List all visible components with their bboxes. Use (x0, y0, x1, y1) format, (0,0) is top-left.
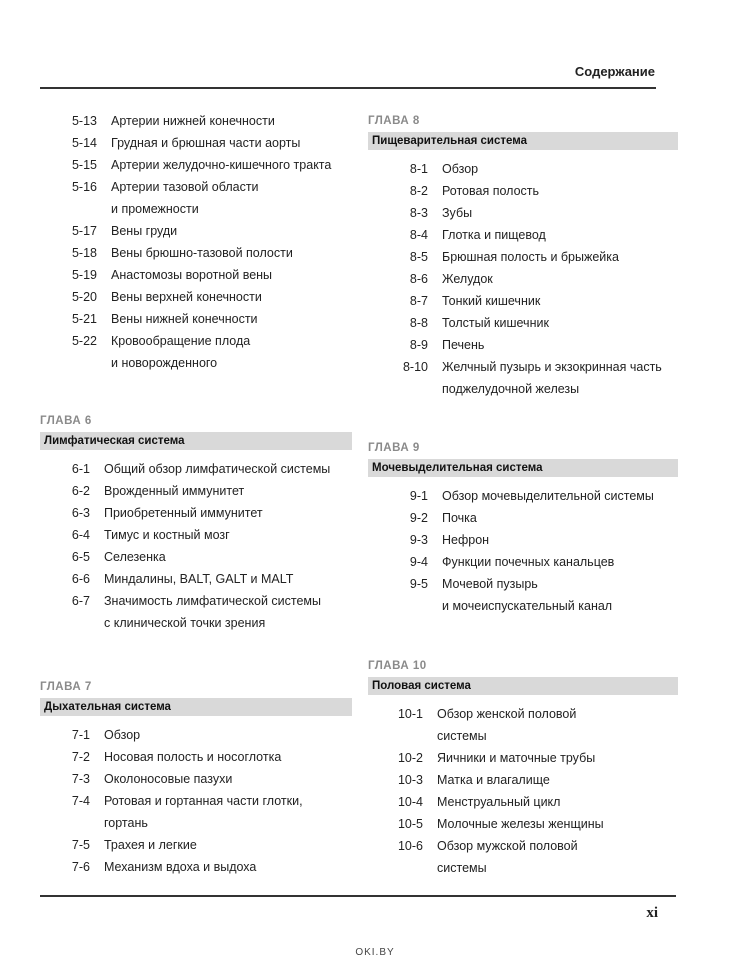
toc-entry (40, 176, 352, 220)
toc-entry-title (104, 524, 230, 546)
toc-entry (40, 746, 352, 768)
chapter-5-continued (40, 110, 352, 374)
toc-entry-title (442, 290, 540, 312)
chapter-label: ГЛАВА 7 (40, 681, 92, 693)
toc-entry (40, 590, 352, 634)
toc-entry-title (111, 176, 259, 220)
toc-entry (40, 458, 352, 480)
chapter-label: ГЛАВА 9 (368, 442, 420, 454)
toc-entry (40, 480, 352, 502)
chapter-title: Пищеварительная система (368, 132, 678, 150)
chapter-title: Лимфатическая система (40, 432, 352, 450)
toc-entry (368, 813, 678, 835)
toc-entry (40, 154, 352, 176)
toc-entry (40, 242, 352, 264)
toc-entry-number: 7-2 (71, 750, 90, 764)
toc-entry-title-line: Матка и влагалище (437, 773, 550, 787)
toc-entry-title-line: и новорожденного (111, 356, 218, 370)
toc-entry-title (111, 330, 250, 374)
toc-entry-title-line: Брюшная полость и брыжейка (442, 250, 619, 264)
toc-entry (368, 747, 678, 769)
toc-entry (368, 356, 678, 400)
toc-entry (368, 158, 678, 180)
chapter-title: Половая система (368, 677, 678, 695)
toc-entry-title (104, 746, 281, 768)
toc-entry-title (111, 110, 275, 132)
toc-entry-number: 10-4 (397, 795, 423, 809)
chapter-6 (40, 412, 352, 634)
toc-entry (368, 551, 678, 573)
toc-list (368, 158, 678, 400)
toc-entry (368, 703, 678, 747)
toc-entry-number: 10-1 (397, 707, 423, 721)
toc-entry-title (104, 834, 197, 856)
toc-entry-title (442, 551, 614, 573)
toc-entry-number: 8-8 (409, 316, 428, 330)
toc-entry (368, 202, 678, 224)
toc-entry-title-line: Обзор (442, 162, 479, 176)
toc-entry-title (111, 308, 258, 330)
toc-entry-title-line: Функции почечных канальцев (442, 555, 615, 569)
toc-entry-number: 5-20 (71, 290, 97, 304)
toc-entry-title-line: и мочеиспускательный канал (442, 599, 613, 613)
toc-entry-title (442, 224, 546, 246)
toc-entry-number: 9-5 (409, 577, 428, 591)
toc-entry-number: 5-14 (71, 136, 97, 150)
toc-entry-title-line: Яичники и маточные трубы (437, 751, 596, 765)
toc-entry-title-line: Артерии желудочно-кишечного тракта (111, 158, 332, 172)
toc-entry-title (442, 158, 478, 180)
toc-entry-number: 9-4 (409, 555, 428, 569)
toc-entry (40, 768, 352, 790)
toc-entry-title-line: Нефрон (442, 533, 490, 547)
toc-entry-title-line: Приобретенный иммунитет (104, 506, 263, 520)
toc-entry-number: 5-13 (71, 114, 97, 128)
toc-entry-number: 8-10 (402, 360, 428, 374)
toc-entry (40, 220, 352, 242)
toc-entry-number: 10-3 (397, 773, 423, 787)
chapter-label: ГЛАВА 6 (40, 415, 92, 427)
toc-entry-title-line: Почка (442, 511, 477, 525)
toc-entry-title-line: Грудная и брюшная части аорты (111, 136, 301, 150)
toc-entry-number: 7-6 (71, 860, 90, 874)
toc-entry-title-line: Артерии нижней конечности (111, 114, 275, 128)
toc-entry-title-line: Околоносовые пазухи (104, 772, 233, 786)
toc-entry-title-line: Миндалины, BALT, GALT и MALT (104, 572, 294, 586)
toc-entry-number: 6-7 (71, 594, 90, 608)
toc-entry-title-line: Вены брюшно-тазовой полости (111, 246, 293, 260)
toc-entry-number: 7-1 (71, 728, 90, 742)
toc-entry-number: 8-9 (409, 338, 428, 352)
toc-entry-number: 10-6 (397, 839, 423, 853)
toc-entry-number: 8-5 (409, 250, 428, 264)
chapter-7 (40, 678, 352, 878)
toc-entry (368, 529, 678, 551)
toc-entry-title (111, 154, 331, 176)
toc-entry-title-line: Селезенка (104, 550, 166, 564)
footer-rule (40, 895, 676, 897)
toc-entry-number: 8-7 (409, 294, 428, 308)
toc-entry-title-line: системы (437, 729, 487, 743)
toc-entry-title-line: Менструальный цикл (437, 795, 561, 809)
chapter-8 (368, 112, 678, 400)
toc-entry-title-line: поджелудочной железы (442, 382, 580, 396)
toc-entry-title (442, 356, 662, 400)
toc-entry (40, 502, 352, 524)
toc-entry (368, 573, 678, 617)
toc-entry-title-line: Обзор женской половой (437, 707, 577, 721)
toc-entry-title (104, 568, 293, 590)
toc-list (40, 110, 352, 374)
toc-entry-number: 6-6 (71, 572, 90, 586)
toc-entry-number: 5-15 (71, 158, 97, 172)
toc-entry-title (111, 242, 293, 264)
toc-entry-number: 10-2 (397, 751, 423, 765)
toc-entry (368, 334, 678, 356)
chapter-10 (368, 657, 678, 879)
toc-entry (368, 246, 678, 268)
toc-entry-title (437, 791, 560, 813)
toc-entry (368, 485, 678, 507)
toc-entry-number: 10-5 (397, 817, 423, 831)
toc-entry-title-line: Значимость лимфатической системы (104, 594, 321, 608)
chapter-title: Дыхательная система (40, 698, 352, 716)
toc-entry-title-line: Тимус и костный мозг (104, 528, 230, 542)
toc-entry-title-line: Печень (442, 338, 485, 352)
watermark: OKI.BY (355, 947, 395, 958)
toc-entry-title (442, 529, 489, 551)
toc-entry-title-line: Ротовая полость (442, 184, 540, 198)
toc-entry-number: 5-22 (71, 334, 97, 348)
toc-entry (40, 308, 352, 330)
toc-entry-title-line: Анастомозы воротной вены (111, 268, 273, 282)
toc-entry-number: 6-2 (71, 484, 90, 498)
toc-entry-number: 5-21 (71, 312, 97, 326)
toc-entry-title (437, 747, 595, 769)
toc-entry (40, 286, 352, 308)
toc-entry-number: 5-18 (71, 246, 97, 260)
toc-entry (368, 507, 678, 529)
toc-entry-title-line: Носовая полость и носоглотка (104, 750, 282, 764)
toc-entry-title (437, 835, 578, 879)
toc-list (368, 485, 678, 617)
toc-entry-number: 7-5 (71, 838, 90, 852)
toc-entry-number: 9-1 (409, 489, 428, 503)
toc-entry-title (442, 312, 549, 334)
toc-entry-title (437, 703, 576, 747)
toc-entry-title (442, 507, 477, 529)
toc-entry-number: 8-6 (409, 272, 428, 286)
toc-entry-title (437, 813, 604, 835)
toc-entry-title (104, 768, 232, 790)
toc-entry-number: 8-2 (409, 184, 428, 198)
toc-entry-title-line: Врожденный иммунитет (104, 484, 245, 498)
toc-entry-title (104, 502, 263, 524)
toc-entry-title (104, 590, 321, 634)
chapter-label: ГЛАВА 8 (368, 115, 420, 127)
toc-entry-title (442, 334, 484, 356)
toc-entry-title (104, 790, 303, 834)
page-header-title: Содержание (574, 64, 655, 79)
toc-entry (368, 835, 678, 879)
toc-entry-title (104, 458, 330, 480)
toc-entry-title-line: Общий обзор лимфатической системы (104, 462, 331, 476)
toc-list (368, 703, 678, 879)
toc-entry-title (442, 180, 539, 202)
toc-entry-title (442, 485, 654, 507)
toc-entry-number: 9-3 (409, 533, 428, 547)
toc-entry (40, 856, 352, 878)
toc-entry-number: 6-4 (71, 528, 90, 542)
toc-entry (40, 834, 352, 856)
toc-entry-title-line: Мочевой пузырь (442, 577, 538, 591)
toc-entry-number: 8-3 (409, 206, 428, 220)
toc-entry-title-line: Глотка и пищевод (442, 228, 546, 242)
toc-entry-number: 7-3 (71, 772, 90, 786)
toc-entry-title-line: и промежности (111, 202, 199, 216)
chapter-label: ГЛАВА 10 (368, 660, 427, 672)
toc-entry-number: 9-2 (409, 511, 428, 525)
toc-entry-title (104, 724, 140, 746)
toc-entry (368, 224, 678, 246)
toc-entry-title-line: Обзор (104, 728, 141, 742)
toc-entry-number: 8-4 (409, 228, 428, 242)
toc-entry-title (111, 264, 272, 286)
toc-list (40, 458, 352, 634)
toc-entry (40, 132, 352, 154)
toc-entry (368, 290, 678, 312)
toc-list (40, 724, 352, 878)
toc-entry (40, 568, 352, 590)
toc-entry-title (104, 856, 256, 878)
toc-entry-number: 5-16 (71, 180, 97, 194)
toc-entry-title-line: гортань (104, 816, 148, 830)
toc-entry-title (442, 246, 619, 268)
toc-entry-number: 8-1 (409, 162, 428, 176)
chapter-title: Мочевыделительная система (368, 459, 678, 477)
toc-entry-title (442, 268, 493, 290)
toc-entry-title (437, 769, 550, 791)
page-number: xi (646, 905, 658, 921)
toc-entry-title-line: Желудок (442, 272, 493, 286)
toc-entry (368, 312, 678, 334)
toc-entry-number: 5-19 (71, 268, 97, 282)
toc-entry (368, 769, 678, 791)
toc-entry (368, 791, 678, 813)
toc-entry-title (442, 573, 612, 617)
toc-entry (40, 790, 352, 834)
toc-entry-title-line: Молочные железы женщины (437, 817, 604, 831)
toc-entry-title-line: Ротовая и гортанная части глотки, (104, 794, 303, 808)
toc-entry-title-line: Обзор мужской половой (437, 839, 578, 853)
toc-entry (40, 330, 352, 374)
toc-entry-title-line: Механизм вдоха и выдоха (104, 860, 257, 874)
toc-entry-title (111, 220, 177, 242)
toc-entry-number: 6-5 (71, 550, 90, 564)
toc-entry-number: 6-1 (71, 462, 90, 476)
toc-entry-title-line: системы (437, 861, 487, 875)
toc-entry-title-line: Толстый кишечник (442, 316, 549, 330)
toc-entry (40, 524, 352, 546)
toc-entry-number: 6-3 (71, 506, 90, 520)
toc-entry-title-line: Кровообращение плода (111, 334, 251, 348)
toc-entry (368, 180, 678, 202)
toc-entry-title-line: Тонкий кишечник (442, 294, 541, 308)
toc-entry-title-line: Вены нижней конечности (111, 312, 258, 326)
toc-entry-title-line: Трахея и легкие (104, 838, 197, 852)
toc-entry-title-line: Артерии тазовой области (111, 180, 259, 194)
toc-entry (40, 546, 352, 568)
toc-entry (40, 264, 352, 286)
header-rule (40, 87, 656, 89)
toc-entry-number: 7-4 (71, 794, 90, 808)
toc-entry-title (111, 132, 300, 154)
toc-entry (40, 110, 352, 132)
toc-entry-title (104, 546, 166, 568)
toc-entry-title (104, 480, 244, 502)
toc-entry-title-line: Обзор мочевыделительной системы (442, 489, 654, 503)
toc-entry-title-line: с клинической точки зрения (104, 616, 266, 630)
toc-entry-title (442, 202, 472, 224)
toc-entry-title-line: Зубы (442, 206, 473, 220)
toc-entry-title-line: Вены верхней конечности (111, 290, 262, 304)
toc-entry-title-line: Желчный пузырь и экзокринная часть (442, 360, 662, 374)
toc-entry-title-line: Вены груди (111, 224, 178, 238)
chapter-9 (368, 439, 678, 617)
toc-entry-number: 5-17 (71, 224, 97, 238)
toc-entry-title (111, 286, 262, 308)
toc-entry (368, 268, 678, 290)
toc-entry (40, 724, 352, 746)
